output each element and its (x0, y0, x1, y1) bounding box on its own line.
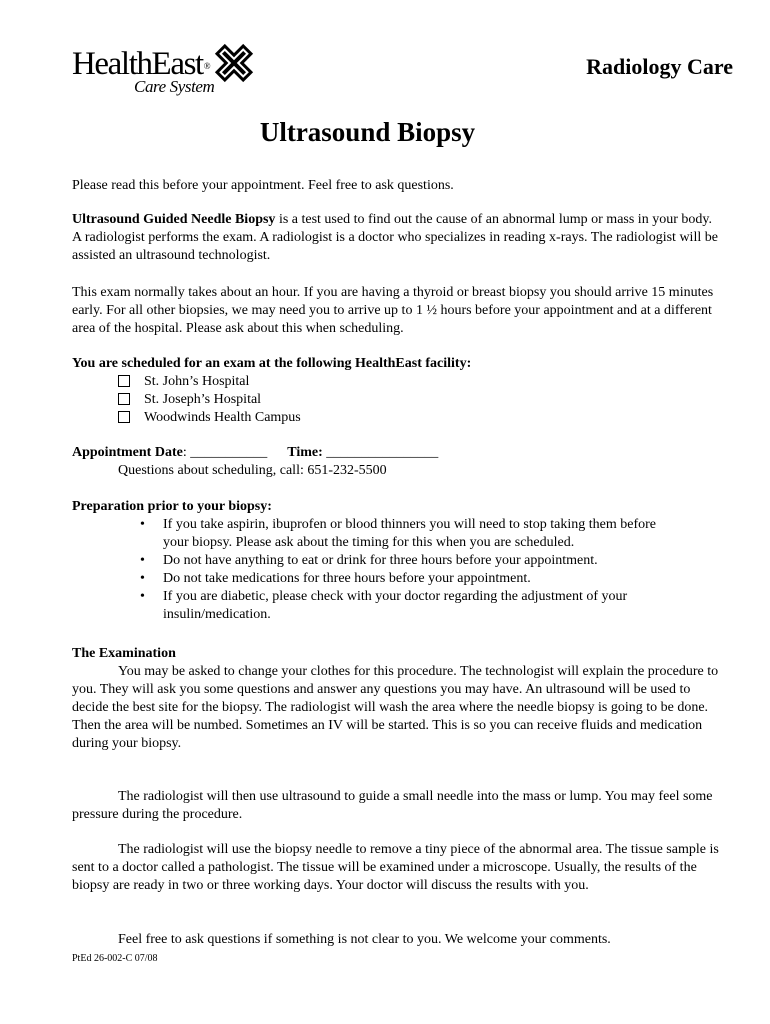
facility-option-label: St. John’s Hospital (144, 374, 250, 389)
logo-registered-mark: ® (203, 61, 211, 71)
logo-name: HealthEast (72, 46, 203, 82)
checkbox-icon[interactable] (118, 411, 130, 423)
appointment-line (72, 444, 722, 462)
list-item: • Do not have anything to eat or drink for three hours before your appointment. (140, 552, 660, 570)
appointment-date-field[interactable]: : ___________ (182, 445, 268, 460)
list-item: • If you are diabetic, please check with your doctor regarding the adjustment of your insulin/medication. (140, 588, 660, 624)
definition-term: Ultrasound Guided Needle Biopsy (72, 212, 276, 227)
examination-paragraph-4: Feel free to ask questions if something is not clear to you. We welcome your comments. (118, 932, 611, 947)
list-item: • Do not take medications for three hours before your appointment. (140, 570, 660, 588)
timing-paragraph: This exam normally takes about an hour. If you are having a thyroid or breast biopsy you should arrive 15 minutes early. For all other biopsies, we may need you to arrive up to 1 ½ hours before your appointment and at a different area of the hospital. Please ask about this when scheduling. (72, 285, 714, 336)
appointment-time-field[interactable]: ________________ (322, 445, 439, 460)
examination-heading: The Examination (72, 646, 176, 661)
scheduling-phone-text: Questions about scheduling, call: 651-232-5500 (118, 463, 387, 478)
facility-option-label: St. Joseph’s Hospital (144, 392, 262, 407)
examination-paragraph-1: You may be asked to change your clothes for this procedure. The technologist will explain the procedure to you. They will ask you some questions and answer any questions you may have. An ultrasound will be used to decide the best site for the biopsy. The radiologist will wash the area where the needle biopsy is going to be done. Then the area will be numbed. Sometimes an IV will be started. This is so you can receive fluids and medication during your biopsy. (72, 664, 719, 751)
facility-option[interactable] (118, 391, 301, 409)
facility-options (118, 373, 301, 427)
definition-paragraph (72, 211, 722, 265)
preparation-list (140, 516, 660, 624)
healtheast-logo-icon (211, 40, 257, 86)
examination-paragraph-3: The radiologist will use the biopsy needle to remove a tiny piece of the abnormal area. The tissue sample is sent to a doctor called a pathologist. The tissue will be examined under a microscope. Usually, the results of the biopsy are ready in two or three working days. Your doctor will discuss the results with you. (72, 842, 719, 893)
logo-subtitle: Care System (134, 77, 215, 96)
appointment-time-label: Time: (287, 445, 323, 460)
facility-option-label: Woodwinds Health Campus (144, 410, 301, 425)
examination-paragraph-2: The radiologist will then use ultrasound to guide a small needle into the mass or lump. You may feel some pressure during the procedure. (72, 789, 713, 822)
definition-text: is a test used to find out the cause of an abnormal lump or mass in your body. A radiologist performs the exam. A radiologist is a doctor who specializes in reading x-rays. The radiologist will be assisted an ultrasound technologist. (72, 212, 718, 263)
department-title: Radiology Care (586, 54, 733, 79)
facility-option[interactable] (118, 373, 301, 391)
checkbox-icon[interactable] (118, 393, 130, 405)
appointment-date-label: Appointment Date (72, 445, 183, 460)
preparation-heading: Preparation prior to your biopsy: (72, 499, 272, 514)
intro-text: Please read this before your appointment. Feel free to ask questions. (72, 178, 454, 193)
facility-heading: You are scheduled for an exam at the following HealthEast facility: (72, 356, 472, 371)
document-code: PtEd 26-002-C 07/08 (72, 953, 158, 964)
checkbox-icon[interactable] (118, 375, 130, 387)
list-item: • If you take aspirin, ibuprofen or blood thinners you will need to stop taking them before your biopsy. Please ask about the timing for this when you are scheduled. (140, 516, 660, 552)
facility-option[interactable] (118, 409, 301, 427)
page-title: Ultrasound Biopsy (259, 117, 476, 147)
